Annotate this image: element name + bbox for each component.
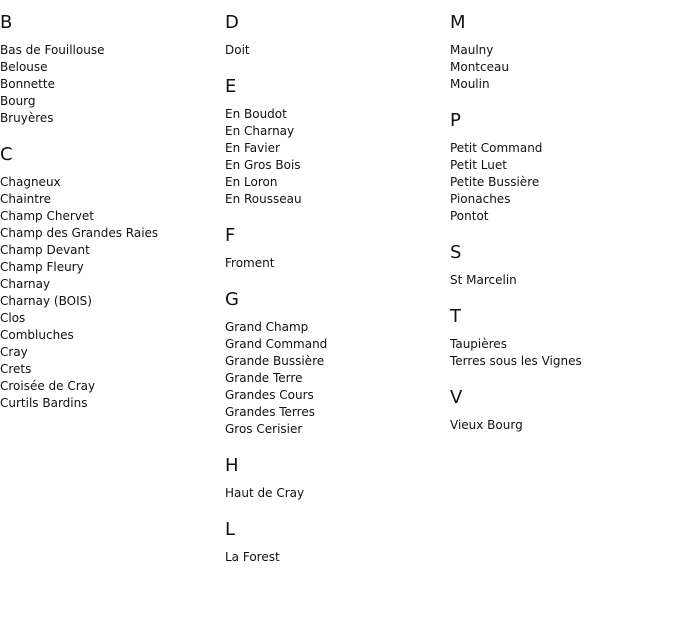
letter-heading: T xyxy=(450,306,461,327)
letter-group xyxy=(225,12,445,59)
letter-group xyxy=(0,144,220,412)
place-name: Moulin xyxy=(450,77,490,91)
place-name: Clos xyxy=(0,311,26,325)
place-list xyxy=(450,417,670,434)
place-name: Bruyères xyxy=(0,111,54,125)
place-list xyxy=(0,42,220,127)
place-name: Pionaches xyxy=(450,192,511,206)
letter-heading: G xyxy=(225,289,239,310)
letter-group xyxy=(450,306,670,370)
letter-heading: E xyxy=(225,76,237,97)
letter-heading: M xyxy=(450,12,466,33)
place-name: Charnay xyxy=(0,277,51,291)
place-name: Pontot xyxy=(450,209,489,223)
letter-group xyxy=(225,455,445,502)
place-name: En Gros Bois xyxy=(225,158,301,172)
place-name: En Loron xyxy=(225,175,278,189)
place-list xyxy=(450,272,670,289)
letter-heading: S xyxy=(450,242,462,263)
letter-heading: C xyxy=(0,144,13,165)
place-name: Cray xyxy=(0,345,28,359)
place-name: Grand Command xyxy=(225,337,328,351)
place-name: Grande Bussière xyxy=(225,354,325,368)
place-name: Chaintre xyxy=(0,192,52,206)
place-name: Bas de Fouillouse xyxy=(0,43,105,57)
place-name: Charnay (BOIS) xyxy=(0,294,92,308)
place-name: La Forest xyxy=(225,550,280,564)
place-list xyxy=(225,42,445,59)
letter-group xyxy=(450,12,670,93)
place-name: Doit xyxy=(225,43,250,57)
letter-group xyxy=(225,225,445,272)
place-list xyxy=(450,140,670,225)
place-name: Maulny xyxy=(450,43,494,57)
place-name: Vieux Bourg xyxy=(450,418,523,432)
index-column-1 xyxy=(0,12,220,429)
place-name: Croisée de Cray xyxy=(0,379,96,393)
place-name: Grandes Cours xyxy=(225,388,314,402)
index-column-2 xyxy=(225,12,445,583)
place-name: Grandes Terres xyxy=(225,405,315,419)
letter-heading: H xyxy=(225,455,239,476)
place-name: St Marcelin xyxy=(450,273,517,287)
place-name: Petit Luet xyxy=(450,158,507,172)
place-name: Bonnette xyxy=(0,77,55,91)
place-name: Froment xyxy=(225,256,275,270)
place-list xyxy=(225,549,445,566)
place-name: Grande Terre xyxy=(225,371,303,385)
place-list xyxy=(225,485,445,502)
letter-heading: V xyxy=(450,387,463,408)
letter-heading: P xyxy=(450,110,461,131)
letter-group xyxy=(225,519,445,566)
place-name: En Charnay xyxy=(225,124,295,138)
place-name: Terres sous les Vignes xyxy=(450,354,582,368)
letter-heading: L xyxy=(225,519,236,540)
place-name: Montceau xyxy=(450,60,509,74)
letter-group xyxy=(225,289,445,438)
place-name: Grand Champ xyxy=(225,320,309,334)
place-name: Belouse xyxy=(0,60,48,74)
place-name: Haut de Cray xyxy=(225,486,305,500)
place-name: Bourg xyxy=(0,94,36,108)
place-list xyxy=(450,42,670,93)
index-column-3 xyxy=(450,12,670,451)
place-name: Champ des Grandes Raies xyxy=(0,226,159,240)
place-name: Taupières xyxy=(450,337,507,351)
place-name: Petit Command xyxy=(450,141,543,155)
place-name: Champ Devant xyxy=(0,243,90,257)
place-name: Crets xyxy=(0,362,32,376)
place-list xyxy=(225,106,445,208)
letter-group xyxy=(0,12,220,127)
place-name: Petite Bussière xyxy=(450,175,540,189)
letter-group xyxy=(450,387,670,434)
letter-heading: F xyxy=(225,225,236,246)
place-list xyxy=(225,319,445,438)
letter-group xyxy=(450,110,670,225)
place-list xyxy=(225,255,445,272)
place-list xyxy=(0,174,220,412)
letter-group xyxy=(450,242,670,289)
place-name: En Rousseau xyxy=(225,192,302,206)
place-name: Champ Chervet xyxy=(0,209,94,223)
letter-heading: B xyxy=(0,12,13,33)
place-name: Curtils Bardins xyxy=(0,396,88,410)
place-name: En Favier xyxy=(225,141,280,155)
place-name: Gros Cerisier xyxy=(225,422,303,436)
letter-heading: D xyxy=(225,12,239,33)
place-name: En Boudot xyxy=(225,107,287,121)
place-name: Chagneux xyxy=(0,175,61,189)
letter-group xyxy=(225,76,445,208)
place-name: Champ Fleury xyxy=(0,260,84,274)
place-name: Combluches xyxy=(0,328,74,342)
place-list xyxy=(450,336,670,370)
